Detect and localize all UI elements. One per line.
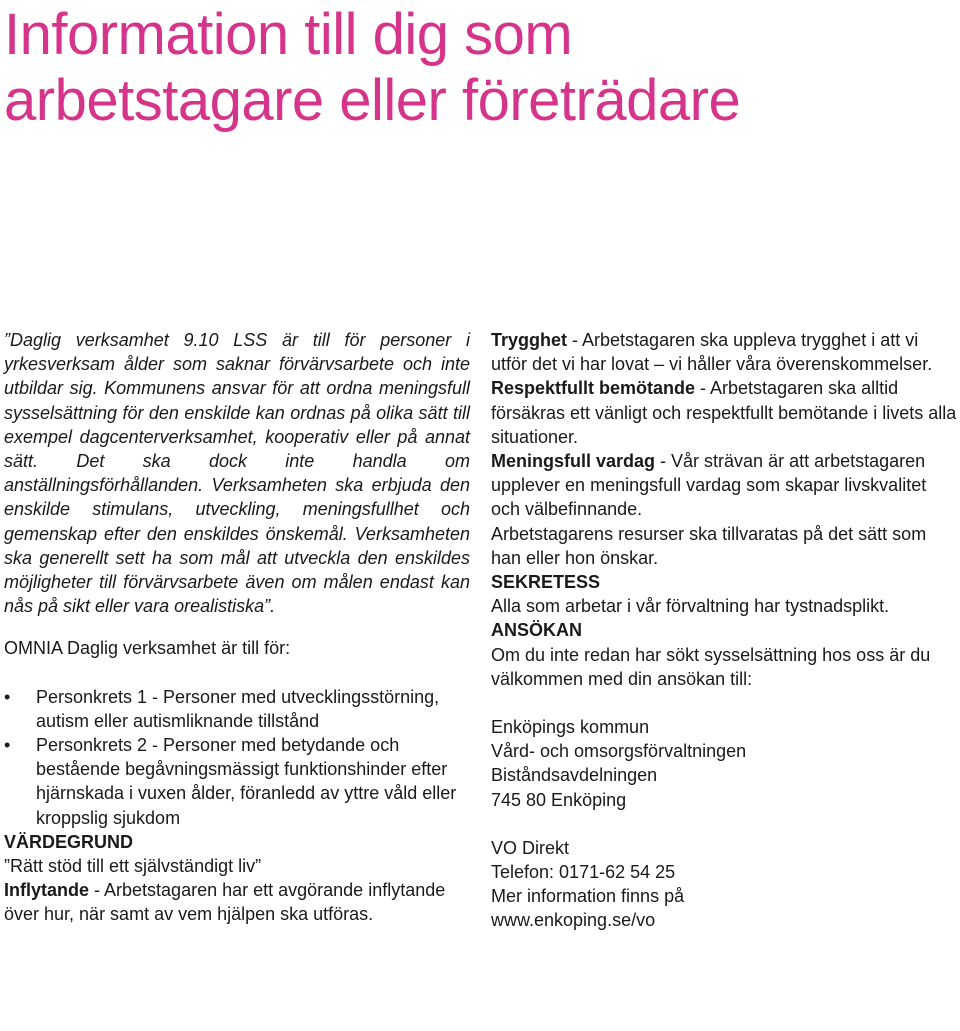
website-link[interactable]: www.enkoping.se/vo [491, 910, 656, 931]
contact-line: Telefon: 0171-62 54 25 [491, 862, 676, 883]
vardag-text: - Vår strävan är att arbetstagaren upplever en meningsfull vardag som skapar livskvalitet och välbefinnande. [491, 451, 927, 520]
list-item [4, 733, 470, 830]
vardag-term: Meningsfull vardag [491, 451, 656, 472]
vardegrund-heading: VÄRDEGRUND [4, 831, 134, 852]
contact-line: VO Direkt [491, 837, 570, 858]
address-line: Enköpings kommun [491, 717, 650, 738]
more-info-text: Mer information finns på [491, 886, 685, 907]
page-title [4, 2, 740, 134]
vardag-paragraph [491, 449, 957, 522]
ansokan-text: Om du inte redan har sökt sysselsättning hos oss är du välkommen med din ansökan till: [491, 644, 931, 689]
title-line-2: arbetstagare eller företrädare [4, 68, 741, 133]
ansokan-heading: ANSÖKAN [491, 620, 583, 641]
trygghet-text: - Arbetstagaren ska uppleva trygghet i att vi utför det vi har lovat – vi håller våra överenskommelser. [491, 330, 933, 375]
address-block [491, 715, 957, 812]
bullet-icon: • [4, 686, 11, 707]
list-item-text: Personkrets 1 - Personer med utvecklingsstörning, autism eller autismliknande tillstånd [36, 686, 440, 731]
omnia-intro: OMNIA Daglig verksamhet är till för: [4, 638, 291, 659]
intro-quote: ”Daglig verksamhet 9.10 LSS är till för personer i yrkesverksam ålder som saknar förvärvsarbete och inte utbildar sig. Kommunens ansvar för att ordna meningsfull sysselsättning för den enskilde kan ordnas på olika sätt till exempel dagcenterverksamhet, kooperativ eller på annat sätt. Det ska dock inte handla om anställningsförhållanden. Verksamheten ska erbjuda den enskilde stimulans, utveckling, meningsfullhet och gemenskap efter den enskildes önskemål. Verksamheten ska generellt sett ha som mål att utveckla den enskildes möjligheter till förvärvsarbete även om målen endast kan nås på sikt eller vara orealistiska”. [4, 330, 470, 617]
vardegrund-quote: ”Rätt stöd till ett självständigt liv” [4, 856, 262, 877]
bullet-icon: • [4, 735, 11, 756]
sekretess-text: Alla som arbetar i vår förvaltning har tystnadsplikt. [491, 596, 890, 617]
address-line: Vård- och omsorgsförvaltningen [491, 741, 747, 762]
trygghet-paragraph [491, 328, 957, 376]
left-column [4, 328, 470, 927]
title-line-1: Information till dig som [4, 2, 573, 67]
contact-block [491, 836, 957, 884]
list-item-text: Personkrets 2 - Personer med betydande och bestående begåvningsmässigt funktionshinder efter hjärnskada i vuxen ålder, föranledd av yttre våld eller kroppslig sjukdom [36, 735, 457, 828]
trygghet-term: Trygghet [491, 330, 568, 350]
inflytande-text: - Arbetstagaren har ett avgörande inflytande över hur, när samt av vem hjälpen ska utföras. [4, 880, 446, 925]
respekt-text: - Arbetstagaren ska alltid försäkras ett vänligt och respektfullt bemötande i livets alla situationer. [491, 378, 957, 447]
address-line: 745 80 Enköping [491, 789, 627, 810]
list-item [4, 685, 470, 733]
right-column [491, 328, 957, 933]
resurser-paragraph: Arbetstagarens resurser ska tillvaratas på det sätt som han eller hon önskar. [491, 523, 927, 568]
respekt-paragraph [491, 376, 957, 449]
inflytande-term: Inflytande [4, 880, 90, 901]
inflytande-paragraph [4, 878, 470, 926]
target-group-list [4, 685, 470, 830]
respekt-term: Respektfullt bemötande [491, 378, 696, 399]
sekretess-heading: SEKRETESS [491, 572, 601, 593]
address-line: Biståndsavdelningen [491, 765, 658, 786]
